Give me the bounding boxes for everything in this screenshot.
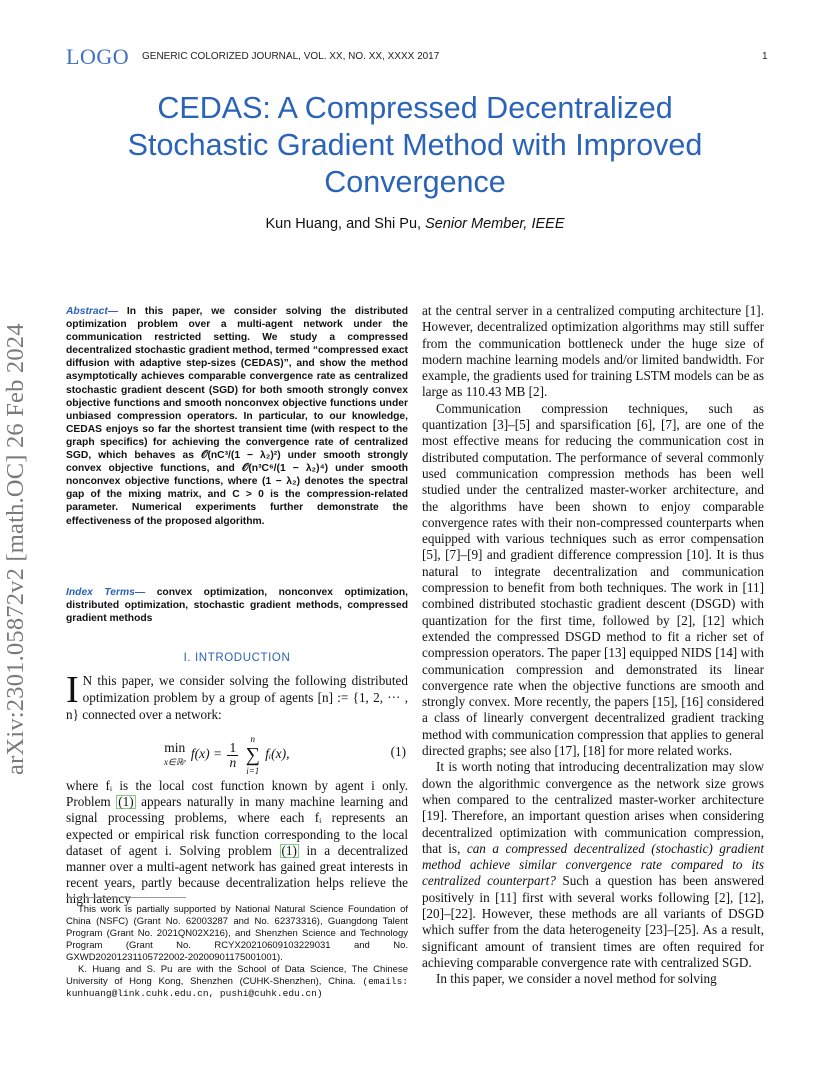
right-paragraph-3 — [422, 759, 764, 971]
footnote-emails: (emails: kunhuang@link.cuhk.edu.cn, pushi@cuhk.edu.cn) — [66, 976, 408, 999]
abstract-text: In this paper, we consider solving the distributed optimization problem over a multi-agent network under the communication restricted setting. We study a compressed decentralized stochastic gradient method, termed “compressed exact diffusion with adaptive step-sizes (CEDAS)”, and show the method asymptotically achieves comparable convergence rate as centralized stochastic gradient descent (SGD) for both smooth strongly convex objective functions and smooth nonconvex objective functions under unbiased compression operators. In particular, to our knowledge, CEDAS enjoys so far the shortest transient time (with respect to the graph specifics) for achieving the convergence rate of centralized SGD, which behaves as 𝒪(nC³/(1 − λ₂)²) under smooth strongly convex objective functions, and 𝒪(n³C⁶/(1 − λ₂)⁴) under smooth nonconvex objective functions, where (1 − λ₂) denotes the spectral gap of the mixing matrix, and C > 0 is the compression-related parameter. Numerical experiments further demonstrate the effectiveness of the proposed algorithm. — [66, 306, 408, 527]
eq-sum-top: n — [250, 734, 255, 744]
abstract — [66, 305, 408, 528]
title-line-1: CEDAS: A Compressed Decentralized — [157, 91, 673, 125]
footnote — [66, 904, 408, 1000]
eq-lhs: f(x) = — [190, 746, 223, 762]
equation-ref-link[interactable]: (1) — [281, 842, 297, 858]
eq-sum-symbol: ∑ — [245, 744, 260, 766]
eq-sum — [246, 732, 260, 778]
eq-min-sub: x∈ℝᵖ — [164, 757, 186, 767]
journal-logo: LOGO — [66, 44, 130, 69]
equation-number: (1) — [390, 744, 406, 759]
title-line-3: Convergence — [324, 165, 506, 199]
section-heading-introduction: I. INTRODUCTION — [183, 652, 291, 664]
equation-1 — [66, 732, 408, 774]
author-names: Kun Huang, and Shi Pu, — [265, 216, 426, 232]
footnote-affiliation-text: K. Huang and S. Pu are with the School of Data Science, The Chinese University of Hong Kong, Shenzhen (CUHK-Shenzhen), China. — [66, 964, 408, 987]
equation-ref-link[interactable]: (1) — [118, 794, 134, 810]
eq-min-op: min — [164, 740, 186, 755]
drop-cap: I — [66, 669, 79, 711]
intro-paragraph-1-text: N this paper, we consider solving the following distributed optimization problem by a group of agents [n] := {1, 2, ··· , n} connected over a network: — [66, 673, 408, 722]
eq-rhs: fᵢ(x), — [265, 746, 290, 762]
eq-numerator: 1 — [229, 739, 237, 755]
eq-fraction — [227, 741, 238, 770]
right-paragraph-4: In this paper, we consider a novel method for solving — [436, 971, 717, 987]
index-terms-text: convex optimization, nonconvex optimization, distributed optimization, stochastic gradient methods, compressed gradient methods — [66, 587, 408, 625]
footnote-rule — [66, 897, 186, 898]
equation-body — [162, 732, 290, 778]
paper-title — [70, 90, 760, 201]
author-line — [70, 216, 760, 232]
page-number: 1 — [762, 51, 768, 62]
right-paragraph-2: Communication compression techniques, such as quantization [3]–[5] and sparsification [6], [7], are one of the most effective means for reducing the communication cost in distributed computation. The performance of several commonly used communication compression methods has been well studied under the centralized master-worker architecture, and the algorithms have been shown to enjoy comparable convergence rates with their non-compressed counterparts when equipped with various techniques such as error compensation [5], [7]–[9] and gradient difference compression [10]. It is thus natural to integrate decentralization and communication compression to benefit from both techniques. The work in [11] combined distributed stochastic gradient descent (DSGD) with quantization for the first time, followed by [2], [12] which extended the compressed DSGD method to fit a richer set of compression operators. The paper [13] equipped NIDS [14] with communication compression and demonstrated its linear convergence rate when the objective functions are smooth and strongly convex. More recently, the papers [15], [16] considered a class of linearly convergent decentralized gradient tracking method with communication compression that applies to general directed graphs; see also [17], [18] for more related works. — [422, 400, 764, 759]
footnote-affiliation — [66, 964, 408, 1000]
abstract-label: Abstract— — [66, 306, 119, 317]
index-terms — [66, 586, 408, 625]
title-line-2: Stochastic Gradient Method with Improved — [127, 128, 703, 162]
eq-min — [164, 741, 186, 769]
right-paragraph-3-a: It is worth noting that introducing decentralization may slow down the algorithmic convergence as the network size grows when compared to the centralized master-worker architecture [19]. Therefore, an important question arises when considering decentralized optimization with communication compression, that is, — [422, 759, 764, 856]
author-role: Senior Member, IEEE — [425, 216, 565, 232]
intro-paragraph-2 — [66, 778, 408, 908]
intro-paragraph-2-c: in a decentralized manner over a multi-agent network has gained great interests in recent years, partly because decentralization helps relieve the high latency — [66, 842, 408, 907]
arxiv-identifier: arXiv:2301.05872v2 [math.OC] 26 Feb 2024 — [2, 323, 29, 775]
footnote-funding: This work is partially supported by National Natural Science Foundation of China (NSFC) (Grant No. 62003287 and No. 62373316), Guangdong Talent Program (Grant No. 2021QN02X216), and Shenzhen Science and Technology Program (Grant No. RCYX20210609103229031 and No. GXWD20201231105722002-20200901175001001). — [66, 904, 408, 963]
intro-paragraph-2-a: where fᵢ is the local cost function known by agent i only. Problem — [66, 778, 408, 810]
index-terms-label: Index Terms— — [66, 587, 146, 598]
journal-name: GENERIC COLORIZED JOURNAL, VOL. XX, NO. XX, XXXX 2017 — [142, 51, 440, 62]
eq-sum-bottom: i=1 — [246, 766, 260, 776]
right-column-body — [422, 303, 764, 987]
intro-paragraph-2-b: appears naturally in many machine learning and signal processing problems, where each fᵢ represents an expected or empirical risk function corresponding to the local dataset of agent i. Solving problem — [66, 794, 408, 858]
right-paragraph-1: at the central server in a centralized computing architecture [1]. However, decentralized optimization algorithms may still suffer from the communication bottleneck under the huge size of modern machine learning models and/or limited bandwidth. For example, the gradients used for training LSTM models can be as large as 110.43 MB [2]. — [422, 303, 764, 400]
right-paragraph-3-b: Such a question has been answered positively in [11] first with several works following [2], [12], [20]–[22]. However, these methods are all variants of DSGD which suffer from the data heterogeneity [23]–[25]. As a result, significant amount of transient times are often required for achieving comparable convergence rate with centralized SGD. — [422, 873, 764, 970]
eq-denominator: n — [229, 754, 237, 770]
research-question: can a compressed decentralized (stochastic) gradient method achieve similar convergence rate compared to its centralized counterpart? — [422, 840, 764, 889]
intro-paragraph-1 — [66, 669, 408, 723]
